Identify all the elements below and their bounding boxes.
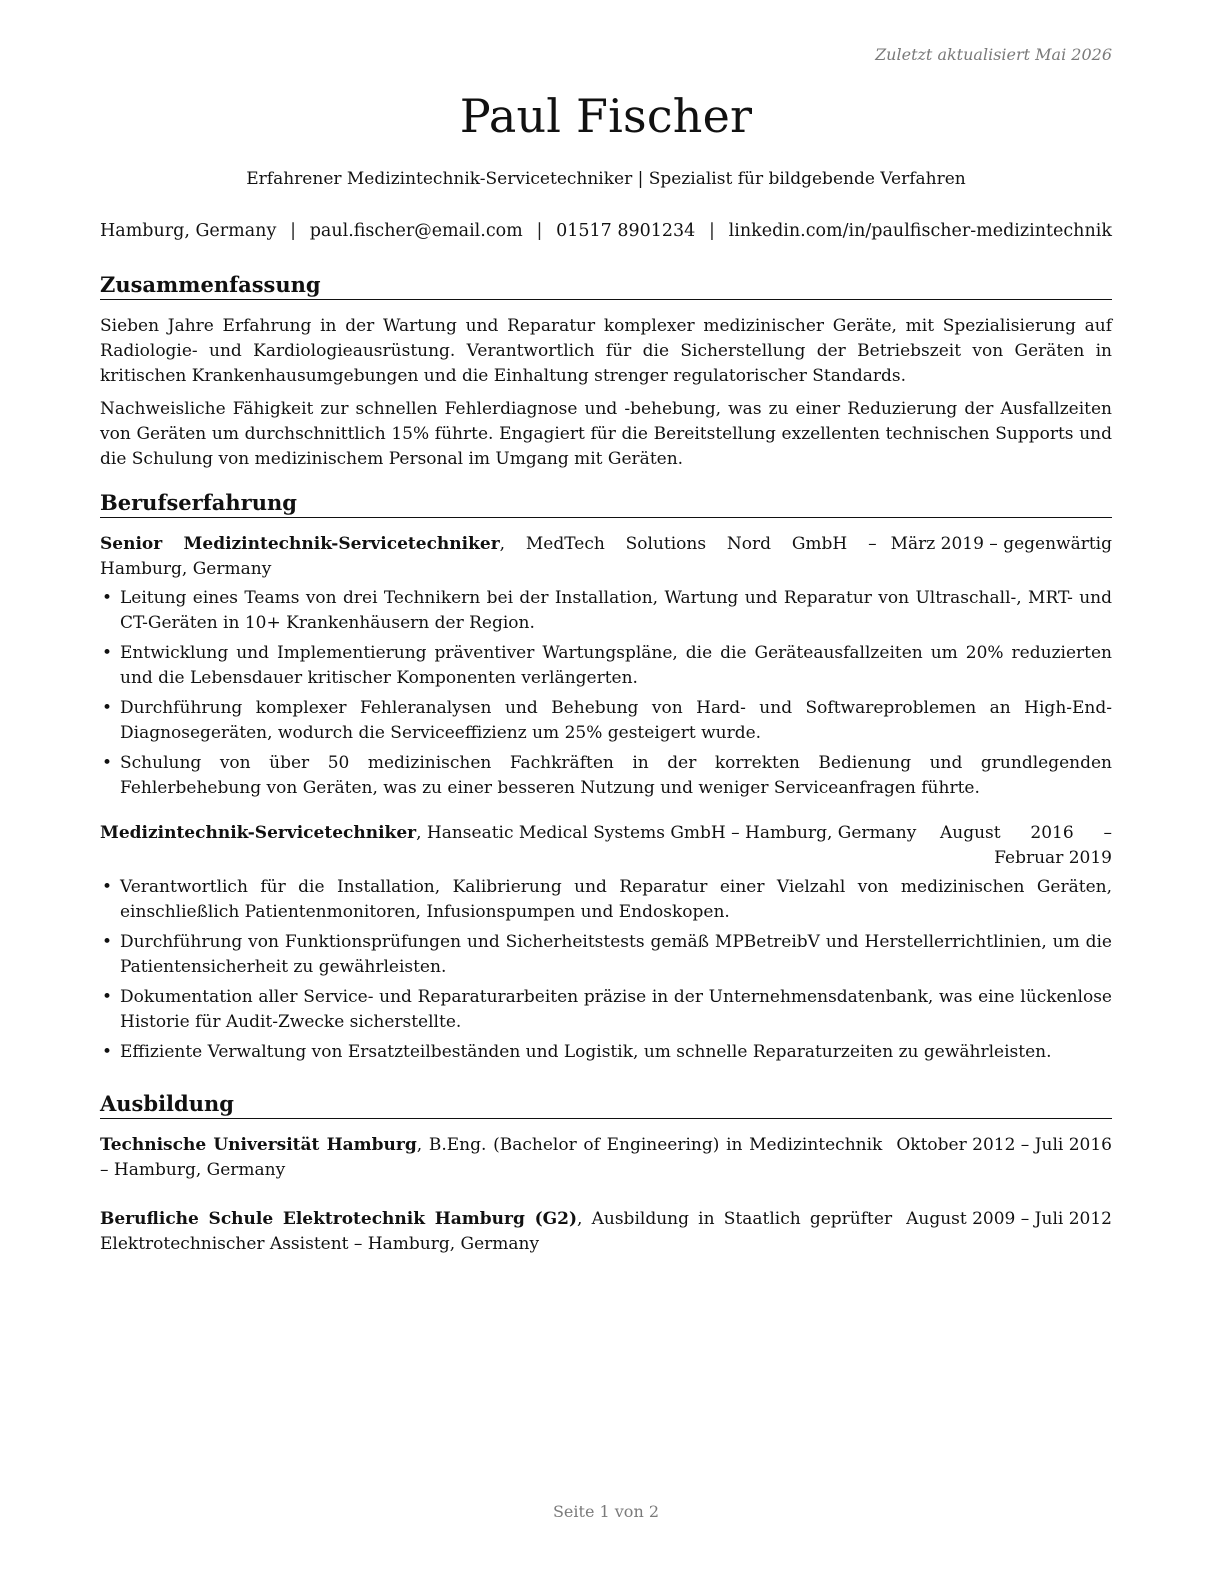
bullet-icon: •	[102, 698, 113, 718]
contact-location: Hamburg, Germany	[100, 221, 277, 241]
bullet-text: Dokumentation aller Service- und Reparaturarbeiten präzise in der Unternehmensdatenbank, was eine lückenlose Historie für Audit-Zwecke sicherstellte.	[120, 987, 1112, 1032]
job-dates: August 2016 – Februar 2019	[940, 823, 1112, 868]
education-section	[100, 1090, 1112, 1257]
experience-section	[100, 489, 1112, 1070]
bullet-icon: •	[102, 588, 113, 608]
bullet-text: Durchführung von Funktionsprüfungen und Sicherheitstests gemäß MPBetreibV und Herstellerrichtlinien, um die Patientensicherheit zu gewährleisten.	[120, 932, 1112, 977]
education-entry	[100, 1207, 1112, 1257]
section-heading-education: Ausbildung	[100, 1090, 1112, 1119]
list-item	[100, 985, 1112, 1035]
job-company: , Hanseatic Medical Systems GmbH – Hamburg, Germany	[416, 823, 917, 843]
section-heading-experience: Berufserfahrung	[100, 489, 1112, 518]
summary-paragraph: Sieben Jahre Erfahrung in der Wartung und Reparatur komplexer medizinischer Geräte, mit Spezialisierung auf Radiologie- und Kardiologieausrüstung. Verantwortlich für die Sicherstellung der Betriebszeit von Geräten in kritischen Krankenhausumgebungen und die Einhaltung strenger regulatorischer Standards.	[100, 316, 1112, 386]
bullet-icon: •	[102, 1042, 113, 1062]
job-entry	[100, 821, 1112, 871]
degree-text: , B.Eng. (Bachelor of Engineering) in Medizintechnik – Hamburg, Germany	[100, 1135, 883, 1180]
list-item	[100, 1040, 1112, 1065]
list-item	[100, 751, 1112, 801]
contact-separator: |	[536, 221, 543, 241]
job-company: , MedTech Solutions Nord GmbH – Hamburg, Germany	[100, 534, 877, 579]
education-dates: August 2009 – Juli 2012	[906, 1209, 1112, 1229]
bullet-icon: •	[102, 877, 113, 897]
job-dates: März 2019 – gegenwärtig	[890, 534, 1112, 554]
contact-email[interactable]: paul.fischer@email.com	[309, 221, 523, 241]
bullet-icon: •	[102, 932, 113, 952]
job-entry	[100, 532, 1112, 582]
section-heading-summary: Zusammenfassung	[100, 271, 1112, 300]
last-updated: Zuletzt aktualisiert Mai 2026	[875, 45, 1112, 64]
bullet-text: Schulung von über 50 medizinischen Fachkräften in der korrekten Bedienung und grundlegenden Fehlerbehebung von Geräten, was zu einer besseren Nutzung und weniger Serviceanfragen führte.	[120, 753, 1112, 798]
tagline: Erfahrener Medizintechnik-Servicetechniker | Spezialist für bildgebende Verfahren	[246, 169, 966, 189]
list-item	[100, 696, 1112, 746]
education-dates: Oktober 2012 – Juli 2016	[896, 1135, 1112, 1155]
bullet-text: Leitung eines Teams von drei Technikern bei der Installation, Wartung und Reparatur von Ultraschall-, MRT- und CT-Geräten in 10+ Krankenhäusern der Region.	[120, 588, 1112, 633]
summary-paragraph: Nachweisliche Fähigkeit zur schnellen Fehlerdiagnose und -behebung, was zu einer Reduzierung der Ausfallzeiten von Geräten um durchschnittlich 15% führte. Engagiert für die Bereitstellung exzellenten technischen Supports und die Schulung von medizinischem Personal im Umgang mit Geräten.	[100, 399, 1112, 469]
bullet-text: Entwicklung und Implementierung präventiver Wartungspläne, die die Geräteausfallzeiten um 20% reduzierten und die Lebensdauer kritischer Komponenten verlängerten.	[120, 643, 1112, 688]
education-entry	[100, 1133, 1112, 1183]
list-item	[100, 930, 1112, 980]
bullet-text: Verantwortlich für die Installation, Kalibrierung und Reparatur einer Vielzahl von medizinischen Geräten, einschließlich Patientenmonitoren, Infusionspumpen und Endoskopen.	[120, 877, 1112, 922]
list-item	[100, 586, 1112, 636]
resume-page	[100, 0, 1112, 1584]
school-name: Berufliche Schule Elektrotechnik Hamburg (G2)	[100, 1209, 578, 1229]
bullet-icon: •	[102, 643, 113, 663]
job-title: Medizintechnik-Servicetechniker	[100, 823, 417, 843]
degree-text: , Ausbildung in Staatlich geprüfter Elektrotechnischer Assistent – Hamburg, Germany	[100, 1209, 893, 1254]
page-number: Seite 1 von 2	[552, 1502, 660, 1521]
contact-separator: |	[709, 221, 715, 241]
contact-line	[100, 219, 1112, 243]
list-item	[100, 641, 1112, 691]
job-bullets	[100, 875, 1112, 1065]
candidate-name: Paul Fischer	[459, 89, 753, 143]
summary-section	[100, 271, 1112, 472]
list-item	[100, 875, 1112, 925]
job-title: Senior Medizintechnik-Servicetechniker	[100, 534, 500, 554]
bullet-text: Effiziente Verwaltung von Ersatzteilbeständen und Logistik, um schnelle Reparaturzeiten zu gewährleisten.	[120, 1042, 1052, 1062]
bullet-text: Durchführung komplexer Fehleranalysen und Behebung von Hard- und Softwareproblemen an High-End-Diagnosegeräten, wodurch die Serviceeffizienz um 25% gesteigert wurde.	[120, 698, 1112, 743]
contact-linkedin[interactable]: linkedin.com/in/paulfischer-medizintechnik	[728, 221, 1112, 241]
school-name: Technische Universität Hamburg	[100, 1135, 417, 1155]
job-bullets	[100, 586, 1112, 801]
bullet-icon: •	[102, 753, 113, 773]
contact-separator: |	[290, 221, 296, 241]
contact-phone[interactable]: 01517 8901234	[556, 221, 696, 241]
bullet-icon: •	[102, 987, 113, 1007]
